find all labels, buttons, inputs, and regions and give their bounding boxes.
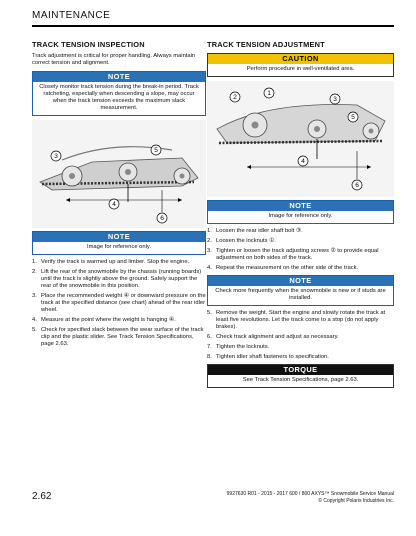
section-title-inspection: TRACK TENSION INSPECTION <box>32 40 145 49</box>
list-item: 4. Measure at the point where the weight is hanging ④. <box>32 317 176 323</box>
callout-label: 6 <box>160 215 164 223</box>
list-item: 8. Tighten idler shaft fasteners to specification. <box>207 354 329 360</box>
note-label: NOTE <box>208 201 393 211</box>
list-item: 6. Check track alignment and adjust as necessary. <box>207 334 339 340</box>
section-header: MAINTENANCE <box>32 10 111 21</box>
callout-label: 4 <box>301 158 305 166</box>
list-item: 5. Remove the weight. Start the engine and slowly rotate the track at least five revolutions. Let the track come to a stop (do not apply brakes). <box>207 310 386 330</box>
manual-title: 9927630 R01 - 2015 - 2017 600 / 800 AXYS™ Snowmobile Service Manual <box>226 491 394 497</box>
torque-text: See Track Tension Specifications, page 2.63. <box>242 377 359 383</box>
list-item: 1. Loosen the rear idler shaft bolt ③. <box>207 228 303 234</box>
note-text: Image for reference only. <box>86 244 151 250</box>
list-item: 2. Loosen the locknuts ①. <box>207 238 276 244</box>
track-adjustment-figure <box>207 81 394 197</box>
caution-label: CAUTION <box>208 54 393 64</box>
section-title-adjustment: TRACK TENSION ADJUSTMENT <box>207 40 325 49</box>
right-column <box>207 40 394 392</box>
callout-label: 6 <box>355 182 359 190</box>
list-item: 3. Tighten or loosen the track adjusting screws ② to provide equal adjustment on both sides of the track. <box>207 248 379 261</box>
callout-label: 5 <box>154 147 158 155</box>
note-text: Image for reference only. <box>268 213 333 219</box>
inspection-steps-list <box>32 259 206 348</box>
callout-label: 2 <box>233 94 237 102</box>
copyright: © Copyright Polaris Industries Inc. <box>318 497 394 504</box>
callout-label: 1 <box>267 90 271 98</box>
list-item: 3. Place the recommended weight ④ or downward pressure on the track at the specified distance (see chart) ahead of the rear idler wheel. <box>32 293 206 313</box>
track-inspection-figure <box>32 120 206 228</box>
note-text: Check more frequently when the snowmobile is new or if studs are installed. <box>215 288 386 301</box>
caution-box <box>207 53 394 77</box>
note-label: NOTE <box>33 72 205 82</box>
torque-label: TORQUE <box>208 365 393 375</box>
callout-label: 4 <box>112 201 116 209</box>
callout-label: 5 <box>351 114 355 122</box>
track-illustration <box>207 81 394 197</box>
list-item: 1. Verify the track is warmed up and limber. Stop the engine. <box>32 259 190 265</box>
callout-label: 3 <box>54 153 58 161</box>
list-item: 5. Check for specified slack between the wear surface of the track clip and the plastic slider. See Track Tension Specifications, page 2.63. <box>32 327 204 347</box>
track-illustration <box>32 120 206 228</box>
note-text: Closely monitor track tension during the break-in period. Track ratcheting, especially when descending a slope, may occur when the track tension exceeds the maximum slack measurement. <box>39 84 199 111</box>
callout-label: 3 <box>333 96 337 104</box>
left-column <box>32 40 206 351</box>
adjustment-steps-list <box>207 228 394 272</box>
list-item: 4. Repeat the measurement on the other side of the track. <box>207 265 359 271</box>
list-item: 2. Lift the rear of the snowmobile by the chassis (running boards) until the track is slightly above the ground. Safely support the rear of the snowmobile in this position. <box>32 269 202 289</box>
note-box-break-in <box>32 71 206 116</box>
header-rule <box>32 25 394 27</box>
list-item: 7. Tighten the locknuts. <box>207 344 270 350</box>
caution-text: Perform procedure in well-ventilated area. <box>246 66 355 72</box>
note-box-image-reference <box>207 200 394 224</box>
intro-paragraph: Track adjustment is critical for proper handling. Always maintain correct tension and alignment. <box>32 53 196 66</box>
page-number: 2.62 <box>32 491 52 502</box>
note-label: NOTE <box>33 232 205 242</box>
note-box-image-reference <box>32 231 206 255</box>
adjustment-steps-list-continued <box>207 310 394 361</box>
note-label: NOTE <box>208 276 393 286</box>
note-box-studs <box>207 275 394 306</box>
torque-box <box>207 364 394 388</box>
footer-meta <box>227 491 394 504</box>
